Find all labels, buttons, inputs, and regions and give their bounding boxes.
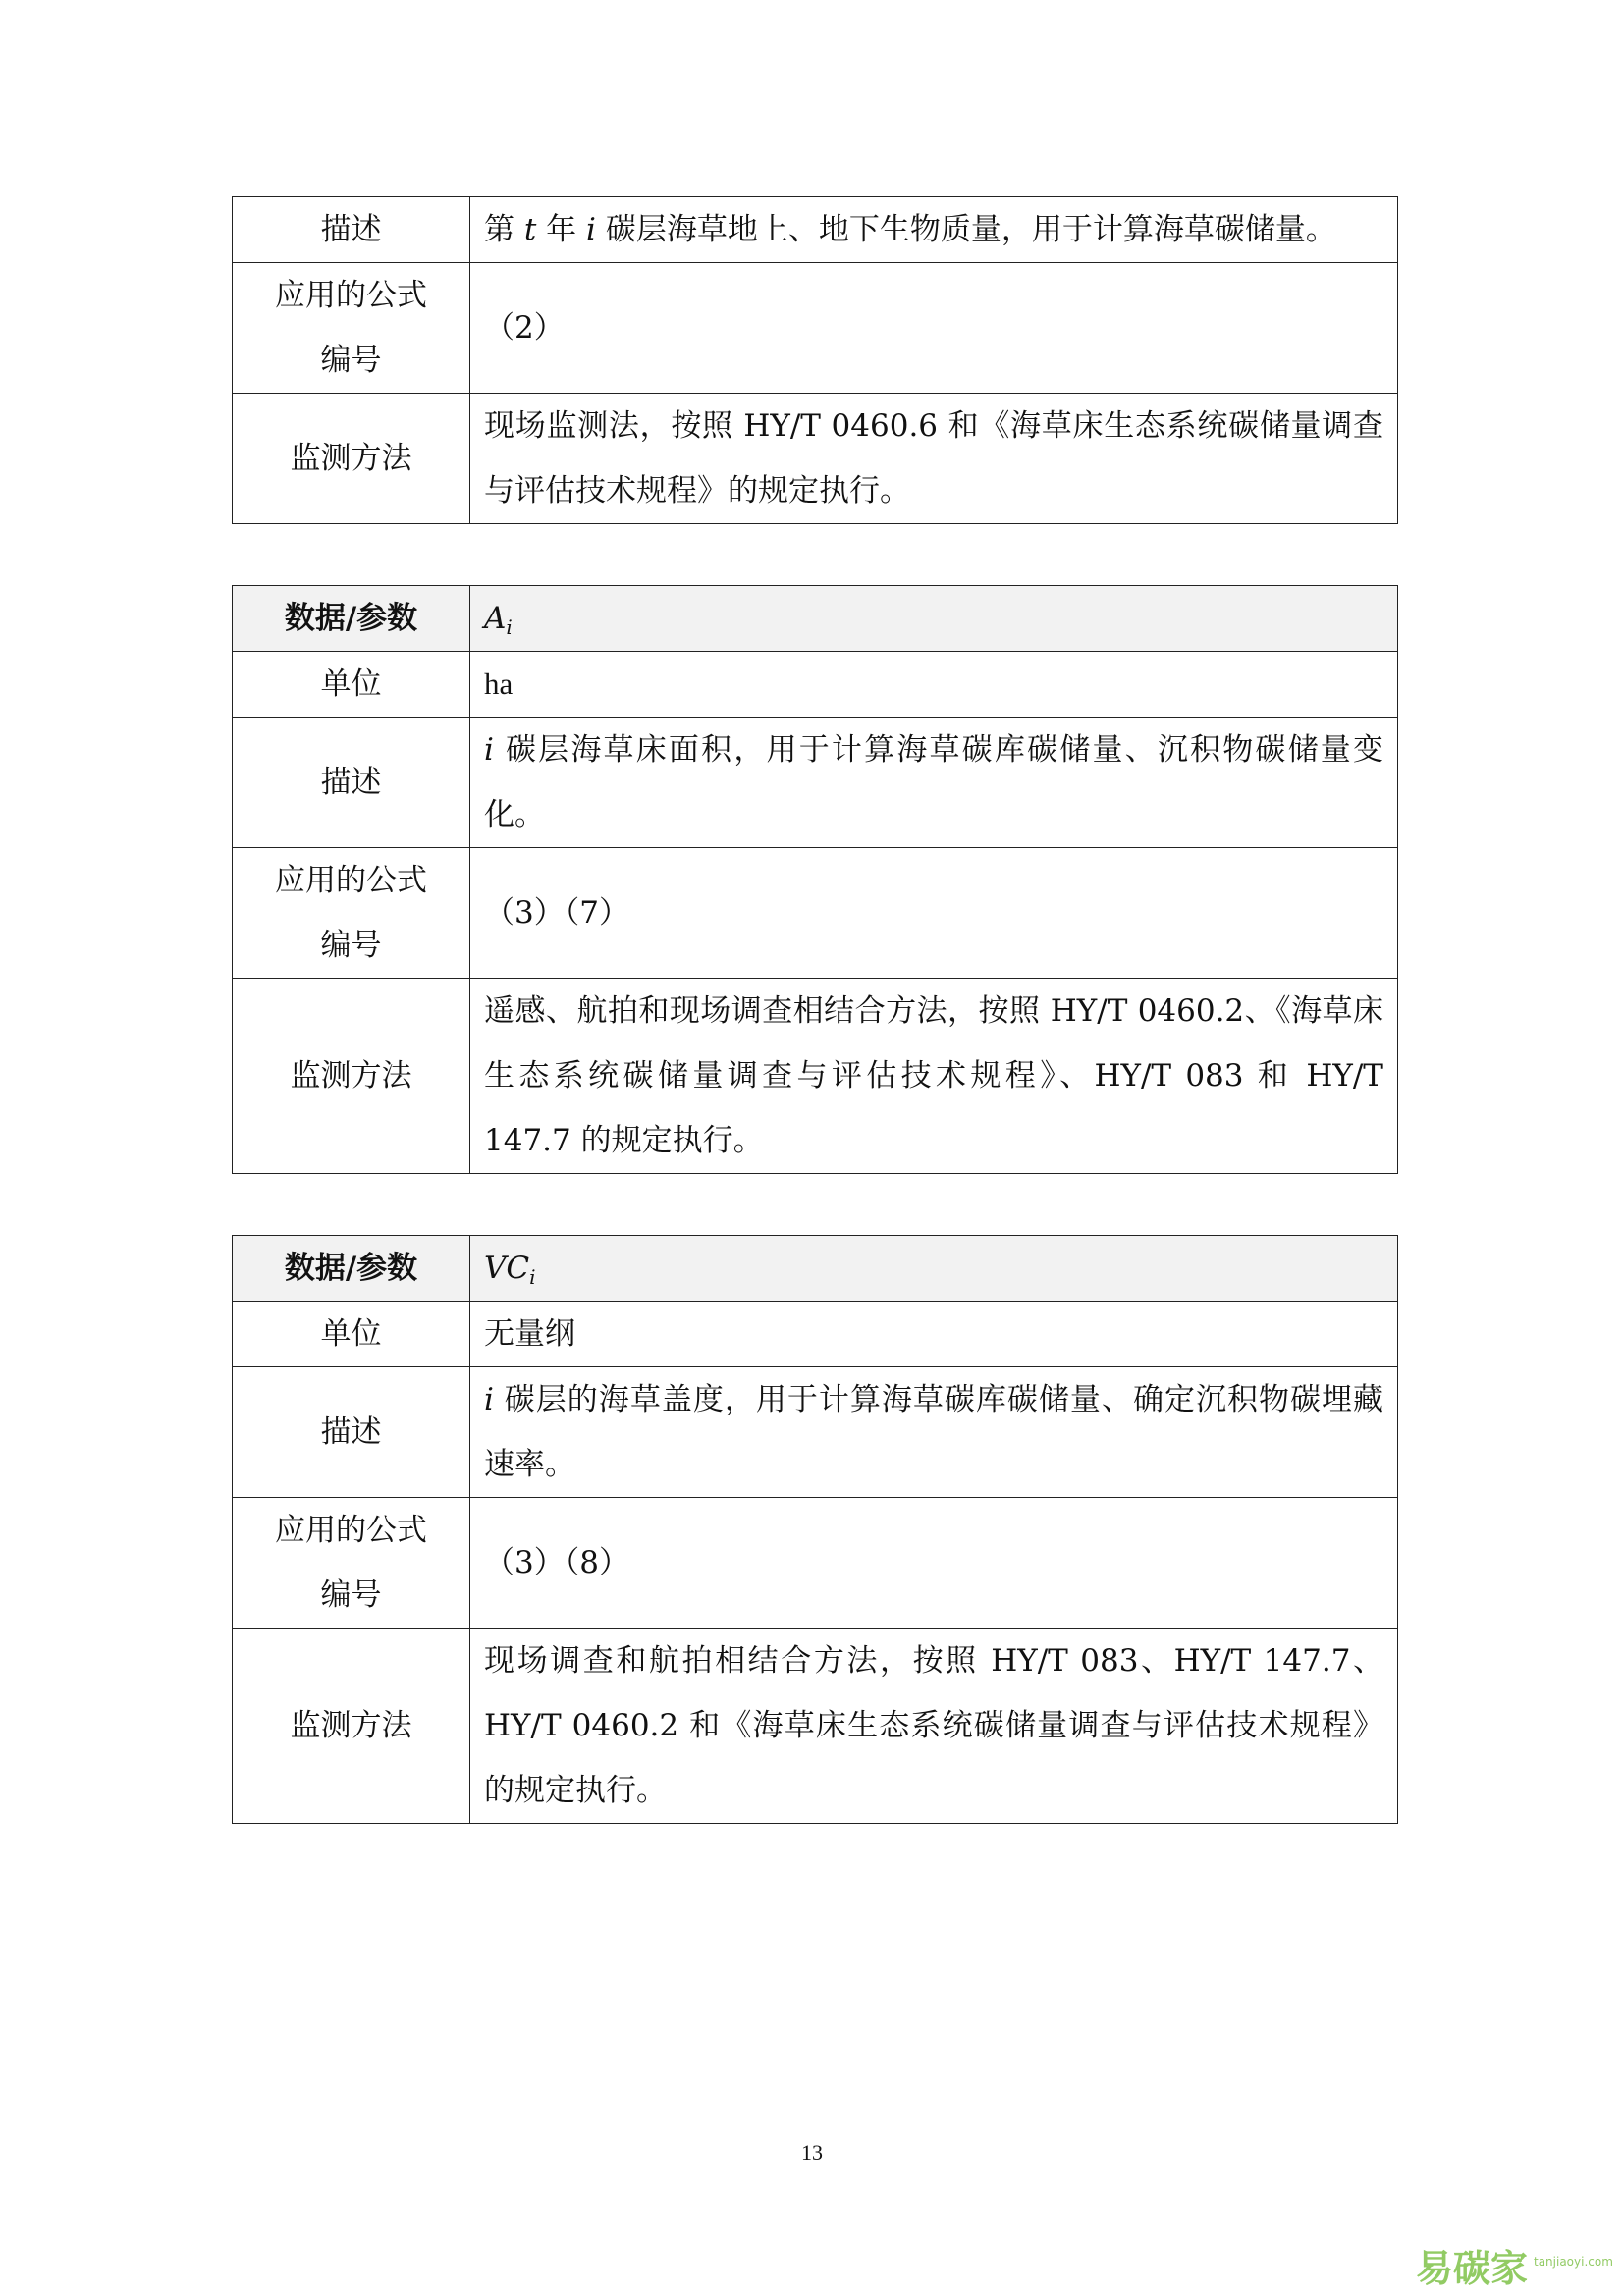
row-label-monitoring-method: 监测方法	[233, 394, 470, 524]
row-label-formula-number: 应用的公式 编号	[233, 1498, 470, 1629]
table-row	[233, 848, 1398, 979]
table-header-row	[233, 586, 1398, 652]
row-label-description: 描述	[233, 197, 470, 263]
table-row	[233, 718, 1398, 848]
row-value-formula-number: （3）（7）	[470, 848, 1398, 979]
row-value-description: 第 t 年 i 碳层海草地上、地下生物质量，用于计算海草碳储量。	[470, 197, 1398, 263]
row-value-description: i 碳层海草床面积，用于计算海草碳库碳储量、沉积物碳储量变化。	[470, 718, 1398, 848]
watermark-logo-graphic	[1414, 2242, 1620, 2291]
header-label: 数据/参数	[233, 586, 470, 652]
table-row	[233, 979, 1398, 1174]
row-value-description: i 碳层的海草盖度，用于计算海草碳库碳储量、确定沉积物碳埋藏速率。	[470, 1367, 1398, 1498]
watermark-url: tanjiaoyi.com	[1534, 2255, 1613, 2269]
row-label-formula-number: 应用的公式 编号	[233, 263, 470, 394]
parameter-symbol: $VC_i$	[470, 1236, 1398, 1302]
page-number: 13	[801, 2140, 823, 2164]
table-row	[233, 197, 1398, 263]
row-label-description: 描述	[233, 1367, 470, 1498]
table-row	[233, 652, 1398, 718]
table-row	[233, 1367, 1398, 1498]
table-row	[233, 394, 1398, 524]
watermark-logo	[1414, 2242, 1620, 2291]
table-row	[233, 263, 1398, 394]
table-row	[233, 1498, 1398, 1629]
parameter-table-2	[232, 585, 1398, 1174]
row-value-unit: 无量纲	[470, 1302, 1398, 1367]
row-label-unit: 单位	[233, 1302, 470, 1367]
row-label-unit: 单位	[233, 652, 470, 718]
parameter-symbol: $A_i$	[470, 586, 1398, 652]
row-label-monitoring-method: 监测方法	[233, 1629, 470, 1824]
table-row	[233, 1629, 1398, 1824]
parameter-table-3	[232, 1235, 1398, 1824]
row-label-description: 描述	[233, 718, 470, 848]
row-value-monitoring-method: 现场调查和航拍相结合方法，按照 HY/T 083、HY/T 147.7、HY/T 0460.2 和《海草床生态系统碳储量调查与评估技术规程》的规定执行。	[470, 1629, 1398, 1824]
row-label-monitoring-method: 监测方法	[233, 979, 470, 1174]
parameter-table-1	[232, 196, 1398, 524]
row-label-formula-number: 应用的公式 编号	[233, 848, 470, 979]
row-value-monitoring-method: 现场监测法，按照 HY/T 0460.6 和《海草床生态系统碳储量调查与评估技术规程》的规定执行。	[470, 394, 1398, 524]
header-label: 数据/参数	[233, 1236, 470, 1302]
watermark-text: 易碳家	[1416, 2247, 1529, 2290]
table-header-row	[233, 1236, 1398, 1302]
row-value-unit: ha	[470, 652, 1398, 718]
row-value-formula-number: （3）（8）	[470, 1498, 1398, 1629]
table-row	[233, 1302, 1398, 1367]
row-value-formula-number: （2）	[470, 263, 1398, 394]
row-value-monitoring-method: 遥感、航拍和现场调查相结合方法，按照 HY/T 0460.2、《海草床生态系统碳储量调查与评估技术规程》、HY/T 083 和 HY/T 147.7 的规定执行。	[470, 979, 1398, 1174]
